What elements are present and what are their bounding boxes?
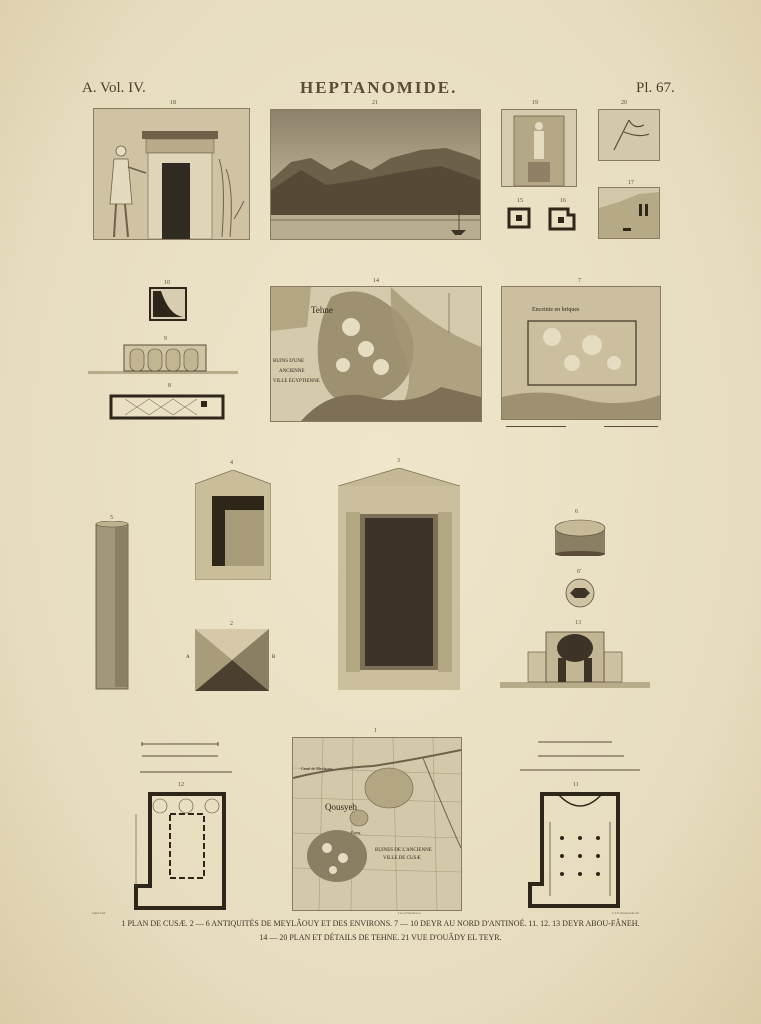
credit-left: Jomard del. — [92, 911, 106, 915]
tehne-map-drawing — [271, 287, 481, 421]
fig-2-pyramidion — [195, 629, 269, 691]
fig-3-doorway-stela — [338, 468, 460, 690]
scale-bar-7b — [604, 426, 658, 431]
fig-10-section — [149, 287, 187, 321]
fig-12-plan — [134, 792, 226, 910]
fig-number-4: 4 — [230, 460, 233, 466]
fig-6-drum — [553, 518, 607, 556]
fig-number-16: 16 — [560, 198, 566, 204]
fig-8-plan — [105, 393, 235, 423]
fig-5-column — [95, 521, 129, 690]
fig-11-scale-bars — [520, 736, 642, 776]
map-label-ruins-2: ANCIENNE — [279, 369, 305, 374]
fig-1-map-cusae — [292, 737, 462, 911]
fig-number-15: 15 — [517, 198, 523, 204]
map-label-ruins-1: RUINS D'UNE — [273, 359, 305, 364]
label-b-right: B — [272, 655, 276, 660]
fig-11-plan — [528, 792, 620, 908]
map-label-qousyeh: Qousyeh — [325, 802, 357, 812]
relief-drawing — [94, 109, 249, 239]
fig-19-niche-figure — [501, 109, 577, 187]
volume-label: A. Vol. IV. — [82, 80, 146, 96]
fig-number-8: 8 — [168, 383, 171, 389]
fig-15-plan — [507, 207, 531, 229]
credit-center: Lecoq Planchon sc. — [398, 911, 422, 915]
fig-number-5: 5 — [110, 515, 113, 521]
fig-14-map-tehne — [270, 286, 482, 422]
fig-21-landscape-view — [270, 109, 481, 240]
fig-number-12: 12 — [178, 782, 184, 788]
scale-bar-7a — [506, 426, 566, 431]
fig-6b-circle-detail — [565, 578, 595, 608]
fig-number-14: 14 — [373, 278, 379, 284]
map-label-ruins-3: VILLE ÉGYPTIENNE — [273, 379, 320, 384]
fig-9-elevation — [88, 343, 238, 375]
caption-line-1: 1 PLAN DE CUSÆ. 2 — 6 ANTIQUITÉS DE MEYLÂOUY ET DES ENVIRONS. 7 — 10 DEYR AU NORD D'ANTINOÉ. 11. 12. 13 DEYR ABOU-FÂNEH. — [121, 919, 640, 928]
label-a-left: A — [186, 655, 190, 660]
fig-4-niche — [195, 470, 271, 580]
fig-number-19: 19 — [532, 100, 538, 106]
fig-7-map-enceinte — [501, 286, 661, 420]
fig-number-21: 21 — [372, 100, 378, 106]
fig-number-3: 3 — [397, 458, 400, 464]
fig-number-7: 7 — [578, 278, 581, 284]
fig-number-11: 11 — [573, 782, 579, 788]
fig-12-scale-bars — [140, 738, 250, 776]
map-label-tehne: Tehne — [311, 305, 333, 315]
niche-drawing — [502, 110, 576, 186]
map-label-enceinte: Enceinte en briques — [532, 307, 580, 313]
plate-title: HEPTANOMIDE. — [300, 78, 458, 97]
fig-number-10: 10 — [164, 280, 170, 286]
plate-number: Pl. 67. — [636, 80, 675, 96]
map-label-cusae-ruins-2: VILLE DE CUSÆ — [383, 856, 421, 861]
map-label-etang: Étang — [351, 830, 361, 835]
map-label-canal: Canal de Meylaouy — [301, 766, 333, 771]
fig-13-section — [500, 628, 650, 690]
ornament-drawing — [599, 110, 659, 160]
credit-right: C.L.F. Panckoucke dir. — [612, 911, 640, 915]
map-label-cusae-ruins-1: RUINES DE L'ANCIENNE — [375, 848, 432, 853]
fig-17-section — [598, 187, 660, 239]
enceinte-map-drawing — [502, 287, 660, 419]
fig-number-6b: 6' — [577, 569, 582, 575]
fig-16-plan — [546, 205, 578, 233]
fig-18-relief — [93, 108, 250, 240]
fig-number-2: 2 — [230, 621, 233, 627]
landscape-drawing — [271, 110, 480, 239]
fig-number-18: 18 — [170, 100, 176, 106]
fig-number-13: 13 — [575, 620, 581, 626]
caption-line-2: 14 — 20 PLAN ET DÉTAILS DE TEHNE. 21 VUE D'OUÂDY EL TEYR. — [259, 933, 502, 942]
fig-20-ornament — [598, 109, 660, 161]
fig-number-9: 9 — [164, 336, 167, 342]
fig-number-17: 17 — [628, 180, 634, 186]
fig-number-6: 6 — [575, 509, 578, 515]
fig-number-20: 20 — [621, 100, 627, 106]
cusae-map-drawing — [293, 738, 461, 910]
fig-number-1: 1 — [374, 728, 377, 734]
